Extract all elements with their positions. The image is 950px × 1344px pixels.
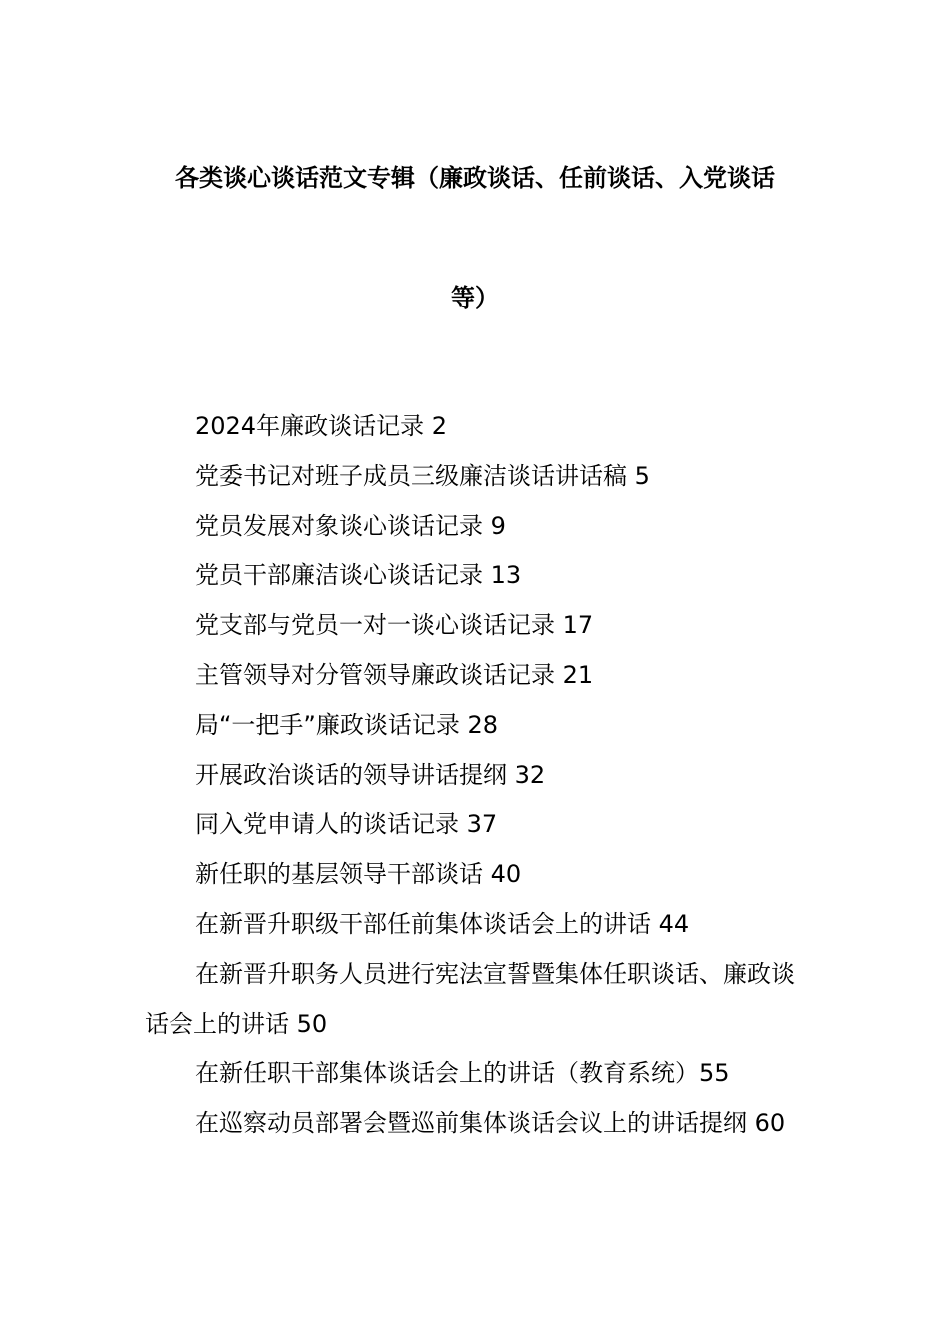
toc-entry[interactable]: 党员干部廉洁谈心谈话记录 13 <box>195 561 522 590</box>
table-of-contents <box>145 402 807 1149</box>
toc-entry[interactable]: 开展政治谈话的领导讲话提纲 32 <box>195 760 546 789</box>
toc-entry[interactable]: 在新任职干部集体谈话会上的讲话（教育系统）55 <box>195 1059 730 1088</box>
document-title-line-2: 等） <box>451 284 499 312</box>
toc-entry[interactable]: 2024年廉政谈话记录 2 <box>195 412 447 440</box>
toc-entry[interactable]: 在巡察动员部署会暨巡前集体谈话会议上的讲话提纲 60 <box>195 1109 786 1138</box>
toc-entry[interactable]: 在新晋升职务人员进行宪法宣誓暨集体任职谈话、廉政谈话会上的讲话 50 <box>145 959 795 1038</box>
document-title-line-1: 各类谈心谈话范文专辑（廉政谈话、任前谈话、入党谈话 <box>175 164 775 192</box>
toc-entry[interactable]: 同入党申请人的谈话记录 37 <box>195 810 498 839</box>
toc-entry[interactable]: 新任职的基层领导干部谈话 40 <box>195 860 522 889</box>
toc-entry[interactable]: 党委书记对班子成员三级廉洁谈话讲话稿 5 <box>195 461 650 490</box>
toc-entry[interactable]: 在新晋升职级干部任前集体谈话会上的讲话 44 <box>195 909 690 938</box>
toc-entry[interactable]: 局“一把手”廉政谈话记录 28 <box>195 710 499 739</box>
toc-entry[interactable]: 党员发展对象谈心谈话记录 9 <box>195 511 506 540</box>
toc-entry[interactable]: 主管领导对分管领导廉政谈话记录 21 <box>195 660 594 689</box>
toc-entry[interactable]: 党支部与党员一对一谈心谈话记录 17 <box>195 611 594 640</box>
